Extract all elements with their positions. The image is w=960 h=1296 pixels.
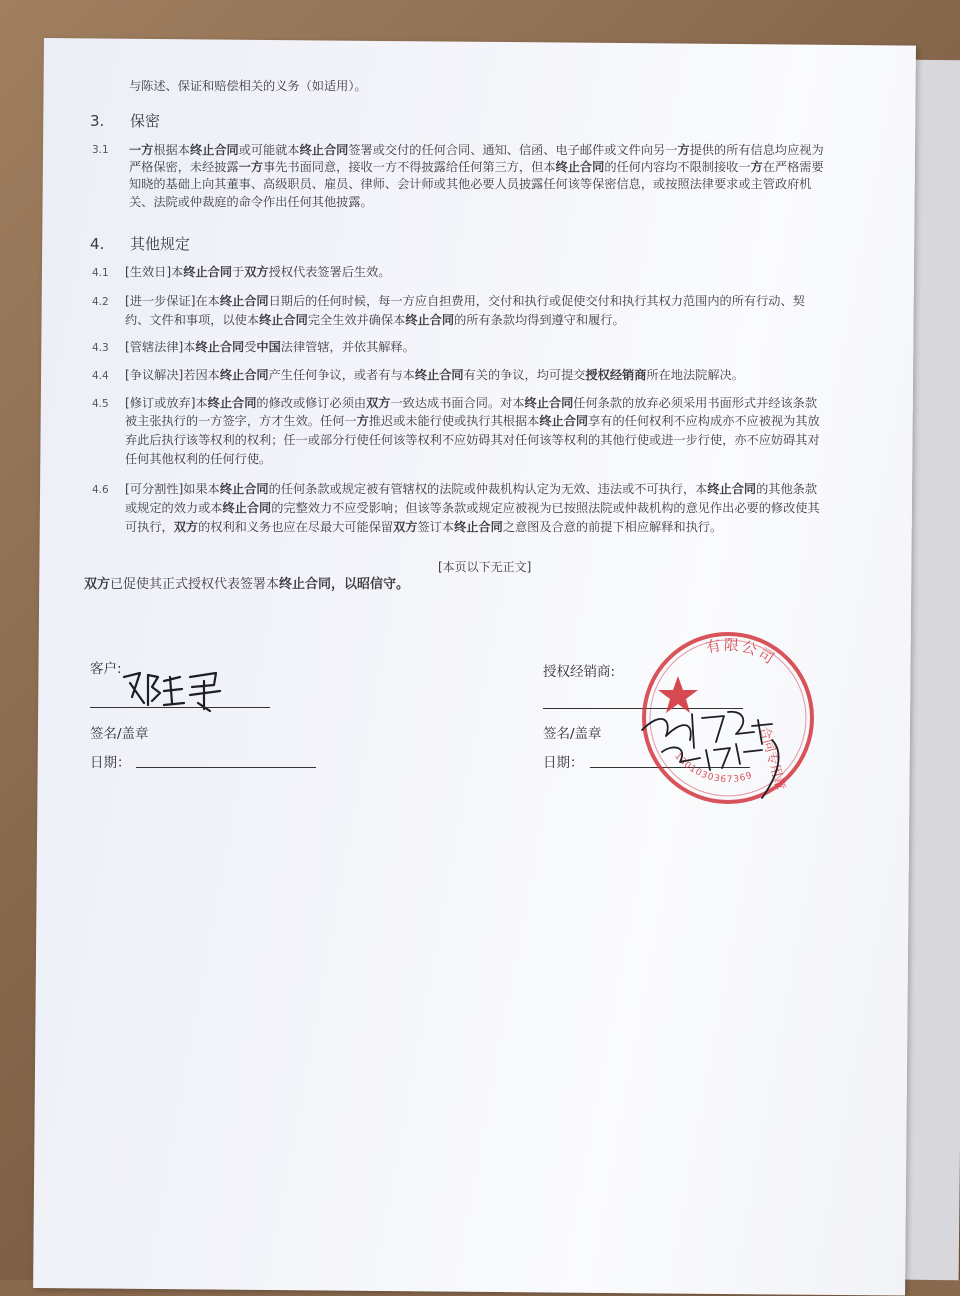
text-run: 严格保密，未经披露	[129, 160, 239, 174]
text-run: 签订本	[417, 520, 455, 534]
clause-4-4-line	[125, 368, 744, 383]
text-run: 可执行，	[125, 520, 174, 534]
text-run: 完全生效并确保本	[307, 313, 406, 327]
previous-clause-tail: 与陈述、保证和赔偿相关的义务（如适用）。	[129, 79, 367, 93]
text-run: 在严格需要	[762, 160, 824, 174]
bold-term: 一方	[129, 143, 154, 157]
text-run: 的完整效力不应受影响；但该等条款或规定应被视为已按照法院或仲裁机构的意见作出必要的修改使其	[271, 501, 820, 515]
text-run: 的任何内容均不限制接收一	[604, 160, 751, 174]
bold-term: 方	[677, 143, 690, 157]
clause-4-3-number: 4.3	[92, 342, 109, 354]
text-run: 产生任何争议，或者有与本	[268, 368, 415, 382]
clause-4-6-line	[125, 520, 722, 535]
clause-4-5-line	[125, 433, 820, 448]
section-4-heading	[90, 233, 190, 254]
bold-term: 终止合同	[555, 160, 605, 174]
clause-3-1-line	[129, 160, 824, 175]
bold-term: 双方	[366, 396, 391, 410]
clause-4-1-line	[125, 265, 390, 280]
clause-3-1-line	[129, 195, 373, 210]
bold-term: 终止合同	[195, 340, 245, 354]
clause-4-6-number: 4.6	[92, 484, 109, 496]
clause-4-4-number: 4.4	[92, 370, 109, 382]
text-run: 推迟或未能行使或执行其根据本	[368, 414, 540, 428]
text-run: [修订或放弃]本	[125, 396, 208, 410]
text-run: 一致达成书面合同。对本	[390, 396, 525, 410]
bold-term: 终止合同	[183, 265, 233, 279]
section-3-heading	[90, 110, 160, 131]
text-run: 事先书面同意，接收一方不得披露给任何第三方，但本	[263, 160, 556, 174]
bold-term: 终止合同	[707, 482, 757, 496]
text-run: 的所有条款均得到遵守和履行。	[454, 313, 625, 327]
text-run: 法律管辖，并依其解释。	[280, 340, 415, 354]
end-of-text-note: [本页以下无正文]	[438, 560, 532, 574]
seal-company-name: 有限公司	[704, 635, 779, 669]
text-run: 的其他条款	[756, 482, 818, 496]
bold-term: 终止合同	[299, 143, 349, 157]
text-run: 提供的所有信息均应视为	[689, 143, 824, 157]
customer-signature-line	[90, 707, 270, 708]
bold-term: 一方	[238, 160, 264, 174]
dealer-date-label: 日期：	[543, 755, 584, 771]
bold-term: 终止合同，以昭信守。	[279, 577, 410, 592]
clause-4-2-number: 4.2	[92, 296, 109, 308]
text-run: 日期后的任何时候，每一方应自担费用，交付和执行或促使交付和执行其权力范围内的所有行动、契	[268, 294, 805, 308]
dealer-label: 授权经销商:	[543, 664, 616, 680]
text-run: 有关的争议，均可提交	[463, 368, 586, 382]
clause-4-5-line	[125, 414, 820, 429]
text-run: 受	[244, 340, 257, 354]
clause-3-1-line	[129, 177, 812, 192]
text-run: 已促使其正式授权代表签署本	[110, 577, 280, 592]
bold-term: 终止合同	[539, 414, 589, 428]
section-4-title: 其他规定	[130, 235, 191, 253]
text-run: 签署或交付的任何合同、通知、信函、电子邮件或文件向另一	[348, 143, 678, 157]
clause-4-5-line	[125, 396, 817, 411]
bold-term: 终止合同	[259, 313, 308, 327]
clause-4-2-line	[125, 294, 805, 309]
text-run: 的修改或修订必须由	[256, 396, 367, 410]
seal-caption: 合同专用章	[756, 725, 788, 792]
bold-term: 终止合同	[189, 143, 239, 157]
bold-term: 终止合同	[454, 520, 503, 534]
bold-term: 终止合同	[219, 482, 269, 496]
text-run: [管辖法律]本	[125, 340, 196, 354]
bold-term: 终止合同	[222, 501, 272, 515]
text-run: 任何条款的放弃必须采用书面形式并经该条款	[573, 396, 818, 410]
text-run: [进一步保证]在本	[125, 294, 220, 308]
customer-label: 客户:	[90, 661, 122, 677]
customer-handwritten-signature	[118, 663, 228, 713]
bold-term: 授权经销商	[585, 368, 647, 382]
text-run: [生效日]本	[125, 265, 184, 279]
clause-4-2-line	[125, 313, 625, 328]
bold-term: 终止合同	[405, 313, 455, 327]
bold-term: 终止合同	[524, 396, 574, 410]
text-run: 关、法院或仲裁庭的命令作出任何其他披露。	[129, 195, 373, 209]
text-run: 的权利和义务也应在尽最大可能保留	[198, 520, 394, 534]
text-run: [可分割性]如果本	[125, 482, 220, 496]
text-run: 所在地法院解决。	[646, 368, 744, 382]
text-run: 知晓的基础上向其董事、高级职员、雇员、律师、会计师或其他必要人员披露任何该等保密信息，或按照法律要求或主管政府机	[129, 177, 812, 191]
text-run: 任何其他权利的任何行使。	[125, 452, 272, 466]
text-run: 的任何条款或规定被有管辖权的法院或仲裁机构认定为无效、违法或不可执行，本	[268, 482, 708, 496]
bold-term: 双方	[84, 577, 111, 592]
customer-date-line	[136, 767, 316, 768]
text-run: 约、文件和事项，以使本	[125, 313, 260, 327]
section-4-number: 4.	[90, 235, 105, 253]
customer-sign-label: 签名/盖章	[90, 726, 149, 742]
svg-text:有限公司	[704, 636, 779, 669]
bold-term: 终止合同	[219, 294, 269, 308]
clause-4-3-line	[125, 340, 415, 355]
clause-3-1-number: 3.1	[92, 144, 109, 156]
clause-4-6-line	[125, 482, 817, 497]
text-run: 根据本	[153, 143, 190, 157]
text-run: [争议解决]若因本	[125, 368, 220, 382]
bold-term: 终止合同	[414, 368, 464, 382]
section-3-number: 3.	[90, 112, 105, 130]
text-run: 享有的任何权利不应构成亦不应被视为其放	[588, 414, 820, 428]
text-run: 于	[232, 265, 245, 279]
clause-4-6-line	[125, 501, 820, 516]
bold-term: 终止合同	[219, 368, 269, 382]
text-run: 之意图及合意的前提下相应解释和执行。	[502, 520, 723, 534]
dealer-sign-label: 签名/盖章	[543, 726, 602, 742]
bold-term: 终止合同	[207, 396, 257, 410]
bold-term: 方	[750, 160, 763, 174]
customer-date-label: 日期：	[90, 755, 131, 771]
dealer-handwritten-signature	[632, 700, 792, 800]
section-3-title: 保密	[130, 112, 161, 130]
text-run: 授权代表签署后生效。	[268, 265, 391, 279]
text-run: 弃此后执行该等权利的权利；任一或部分行使任何该等权利不应妨碍其对任何该等权利的其他行使或进一步行使，亦不应妨碍其对	[125, 433, 820, 447]
text-run: 或可能就本	[238, 143, 300, 157]
bold-term: 双方	[173, 520, 199, 534]
clause-4-1-number: 4.1	[92, 267, 109, 279]
clause-4-5-line	[125, 452, 271, 467]
witness-clause	[84, 577, 409, 592]
bold-term: 双方	[244, 265, 269, 279]
clause-3-1-line	[129, 143, 824, 158]
bold-term: 中国	[256, 340, 281, 354]
text-run: 被主张执行的一方签字，方才生效。任何一	[125, 414, 357, 428]
seal-number: 1301030367369	[672, 751, 755, 786]
text-run: 或规定的效力或本	[125, 501, 223, 515]
bold-term: 方	[356, 414, 369, 428]
bold-term: 双方	[393, 520, 418, 534]
clause-4-5-number: 4.5	[92, 398, 109, 410]
